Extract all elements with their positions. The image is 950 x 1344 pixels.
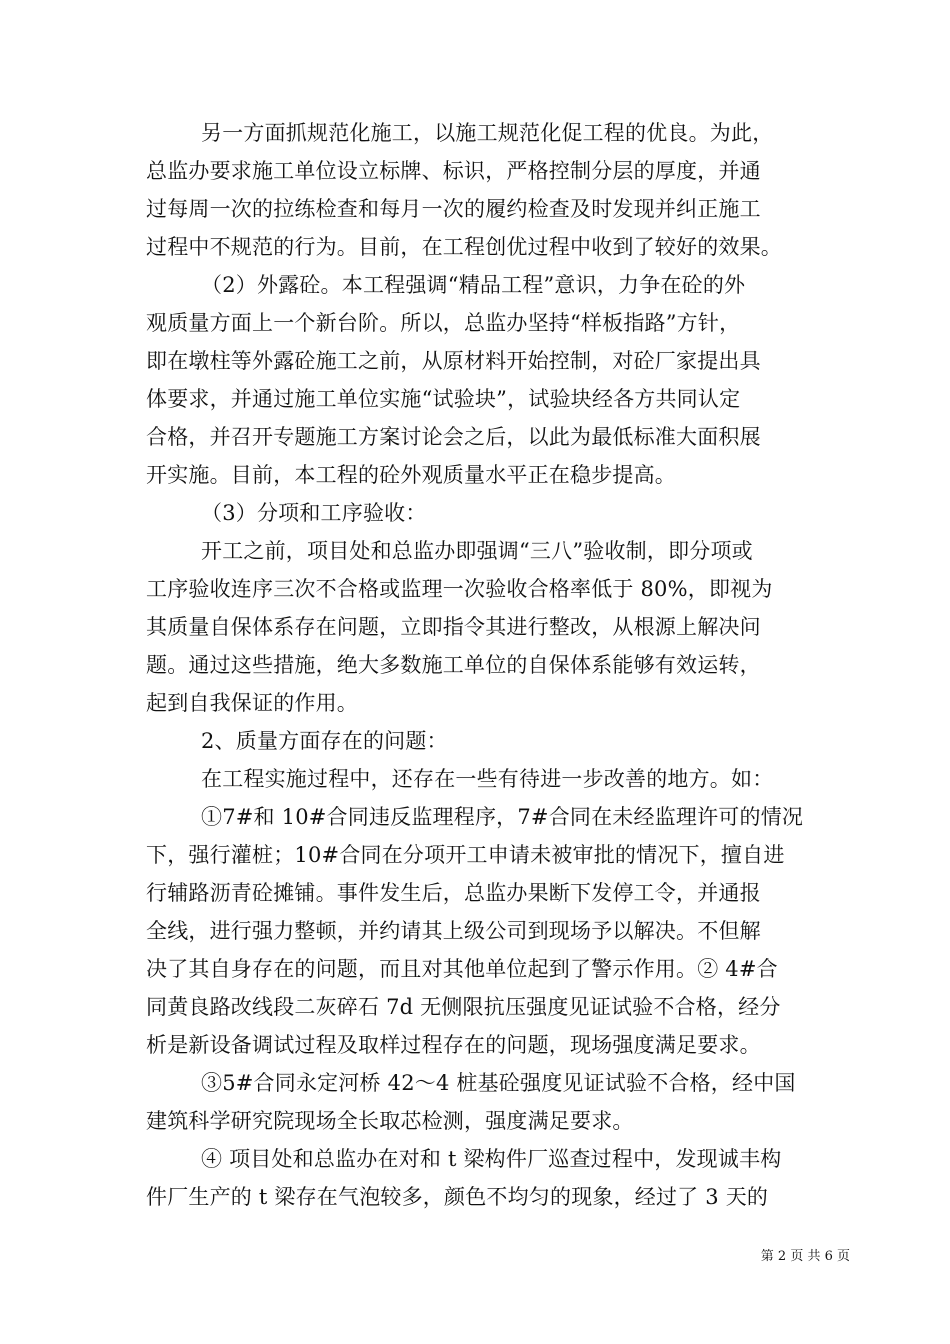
text-line: 决了其自身存在的问题，而且对其他单位起到了警示作用。② 4#合: [146, 957, 778, 981]
text-line: 总监办要求施工单位设立标牌、标识，严格控制分层的厚度，并通: [146, 159, 761, 183]
text-line: 体要求，并通过施工单位实施“试验块”，试验块经各方共同认定: [146, 387, 741, 411]
text-line: 2、质量方面存在的问题：: [201, 729, 448, 753]
text-line: 全线，进行强力整顿，并约请其上级公司到现场予以解决。不但解: [146, 919, 761, 943]
text-line: 起到自我保证的作用。: [146, 691, 358, 715]
text-line: （2）外露砼。本工程强调“精品工程”意识，力争在砼的外: [201, 273, 746, 297]
text-line: 另一方面抓规范化施工，以施工规范化促工程的优良。为此，: [201, 121, 774, 145]
text-line: 其质量自保体系存在问题，立即指令其进行整改，从根源上解决问: [146, 615, 761, 639]
text-line: 过每周一次的拉练检查和每月一次的履约检查及时发现并纠正施工: [146, 197, 761, 221]
text-line: 开实施。目前，本工程的砼外观质量水平正在稳步提高。: [146, 463, 676, 487]
text-line: 同黄良路改线段二灰碎石 7d 无侧限抗压强度见证试验不合格，经分: [146, 995, 781, 1019]
text-line: 工序验收连序三次不合格或监理一次验收合格率低于 80%，即视为: [146, 577, 773, 601]
text-line: 下，强行灌桩；10#合同在分项开工申请未被审批的情况下，擅自进: [146, 843, 785, 867]
text-line: ①7#和 10#合同违反监理程序，7#合同在未经监理许可的情况: [201, 805, 804, 829]
text-line: ③5#合同永定河桥 42～4 桩基砼强度见证试验不合格，经中国: [201, 1071, 796, 1095]
text-line: ④ 项目处和总监办在对和 t 梁构件厂巡查过程中，发现诚丰构: [201, 1147, 782, 1171]
text-line: 开工之前，项目处和总监办即强调“三八”验收制，即分项或: [201, 539, 753, 563]
text-line: 件厂生产的 t 梁存在气泡较多，颜色不均匀的现象，经过了 3 天的: [146, 1185, 769, 1209]
text-line: 建筑科学研究院现场全长取芯检测，强度满足要求。: [146, 1109, 634, 1133]
text-line: 过程中不规范的行为。目前，在工程创优过程中收到了较好的效果。: [146, 235, 782, 259]
text-line: 行辅路沥青砼摊铺。事件发生后，总监办果断下发停工令，并通报: [146, 881, 761, 905]
text-line: 合格，并召开专题施工方案讨论会之后，以此为最低标准大面积展: [146, 425, 761, 449]
page-number-footer: 第 2 页 共 6 页: [760, 1249, 850, 1264]
text-line: 析是新设备调试过程及取样过程存在的问题，现场强度满足要求。: [146, 1033, 761, 1057]
text-line: 即在墩柱等外露砼施工之前，从原材料开始控制，对砼厂家提出具: [146, 349, 761, 373]
text-line: 在工程实施过程中，还存在一些有待进一步改善的地方。如：: [201, 767, 774, 791]
text-line: （3）分项和工序验收：: [201, 501, 427, 525]
text-line: 观质量方面上一个新台阶。所以，总监办坚持“样板指路”方针，: [146, 311, 741, 335]
text-line: 题。通过这些措施，绝大多数施工单位的自保体系能够有效运转，: [146, 653, 761, 677]
